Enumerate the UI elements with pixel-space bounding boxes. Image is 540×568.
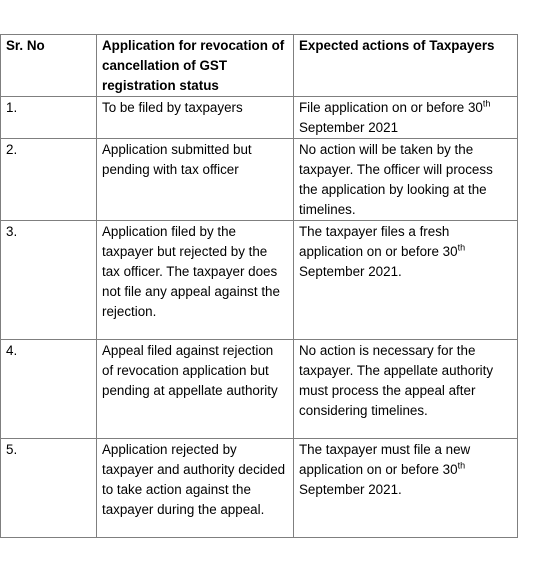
ordinal-suffix: th bbox=[457, 460, 466, 471]
ordinal-suffix: th bbox=[457, 242, 466, 253]
row-sr-no: 4. bbox=[1, 340, 97, 439]
row-expected-action bbox=[294, 221, 518, 340]
header-application-status: Application for revocation of cancellation of GST registration status bbox=[97, 35, 294, 97]
table-row bbox=[1, 439, 518, 538]
header-expected-actions: Expected actions of Taxpayers bbox=[294, 35, 518, 97]
row-sr-no: 5. bbox=[1, 439, 97, 538]
ordinal-suffix: th bbox=[482, 98, 491, 109]
action-text-end: September 2021. bbox=[299, 264, 402, 279]
row-application-status: To be filed by taxpayers bbox=[97, 97, 294, 139]
row-application-status: Application submitted but pending with tax officer bbox=[97, 139, 294, 221]
row-expected-action bbox=[294, 439, 518, 538]
gst-revocation-table bbox=[0, 34, 518, 538]
action-text: The taxpayer files a fresh application on or before 30 bbox=[299, 224, 458, 259]
row-sr-no: 1. bbox=[1, 97, 97, 139]
table-row bbox=[1, 139, 518, 221]
row-application-status: Appeal filed against rejection of revocation application but pending at appellate authority bbox=[97, 340, 294, 439]
action-text-end: September 2021. bbox=[299, 482, 402, 497]
row-sr-no: 2. bbox=[1, 139, 97, 221]
action-text-end: September 2021 bbox=[299, 120, 399, 135]
row-expected-action: No action will be taken by the taxpayer. The officer will process the application by looking at the timelines. bbox=[294, 139, 518, 221]
row-application-status: Application filed by the taxpayer but rejected by the tax officer. The taxpayer does not file any appeal against the rejection. bbox=[97, 221, 294, 340]
row-application-status: Application rejected by taxpayer and authority decided to take action against the taxpayer during the appeal. bbox=[97, 439, 294, 538]
action-text: File application on or before 30 bbox=[299, 100, 483, 115]
action-text: The taxpayer must file a new application on or before 30 bbox=[299, 442, 471, 477]
table-row bbox=[1, 340, 518, 439]
table-row bbox=[1, 97, 518, 139]
row-expected-action bbox=[294, 97, 518, 139]
row-expected-action: No action is necessary for the taxpayer. The appellate authority must process the appeal after considering timelines. bbox=[294, 340, 518, 439]
header-sr-no: Sr. No bbox=[1, 35, 97, 97]
table-header-row bbox=[1, 35, 518, 97]
row-sr-no: 3. bbox=[1, 221, 97, 340]
table-row bbox=[1, 221, 518, 340]
